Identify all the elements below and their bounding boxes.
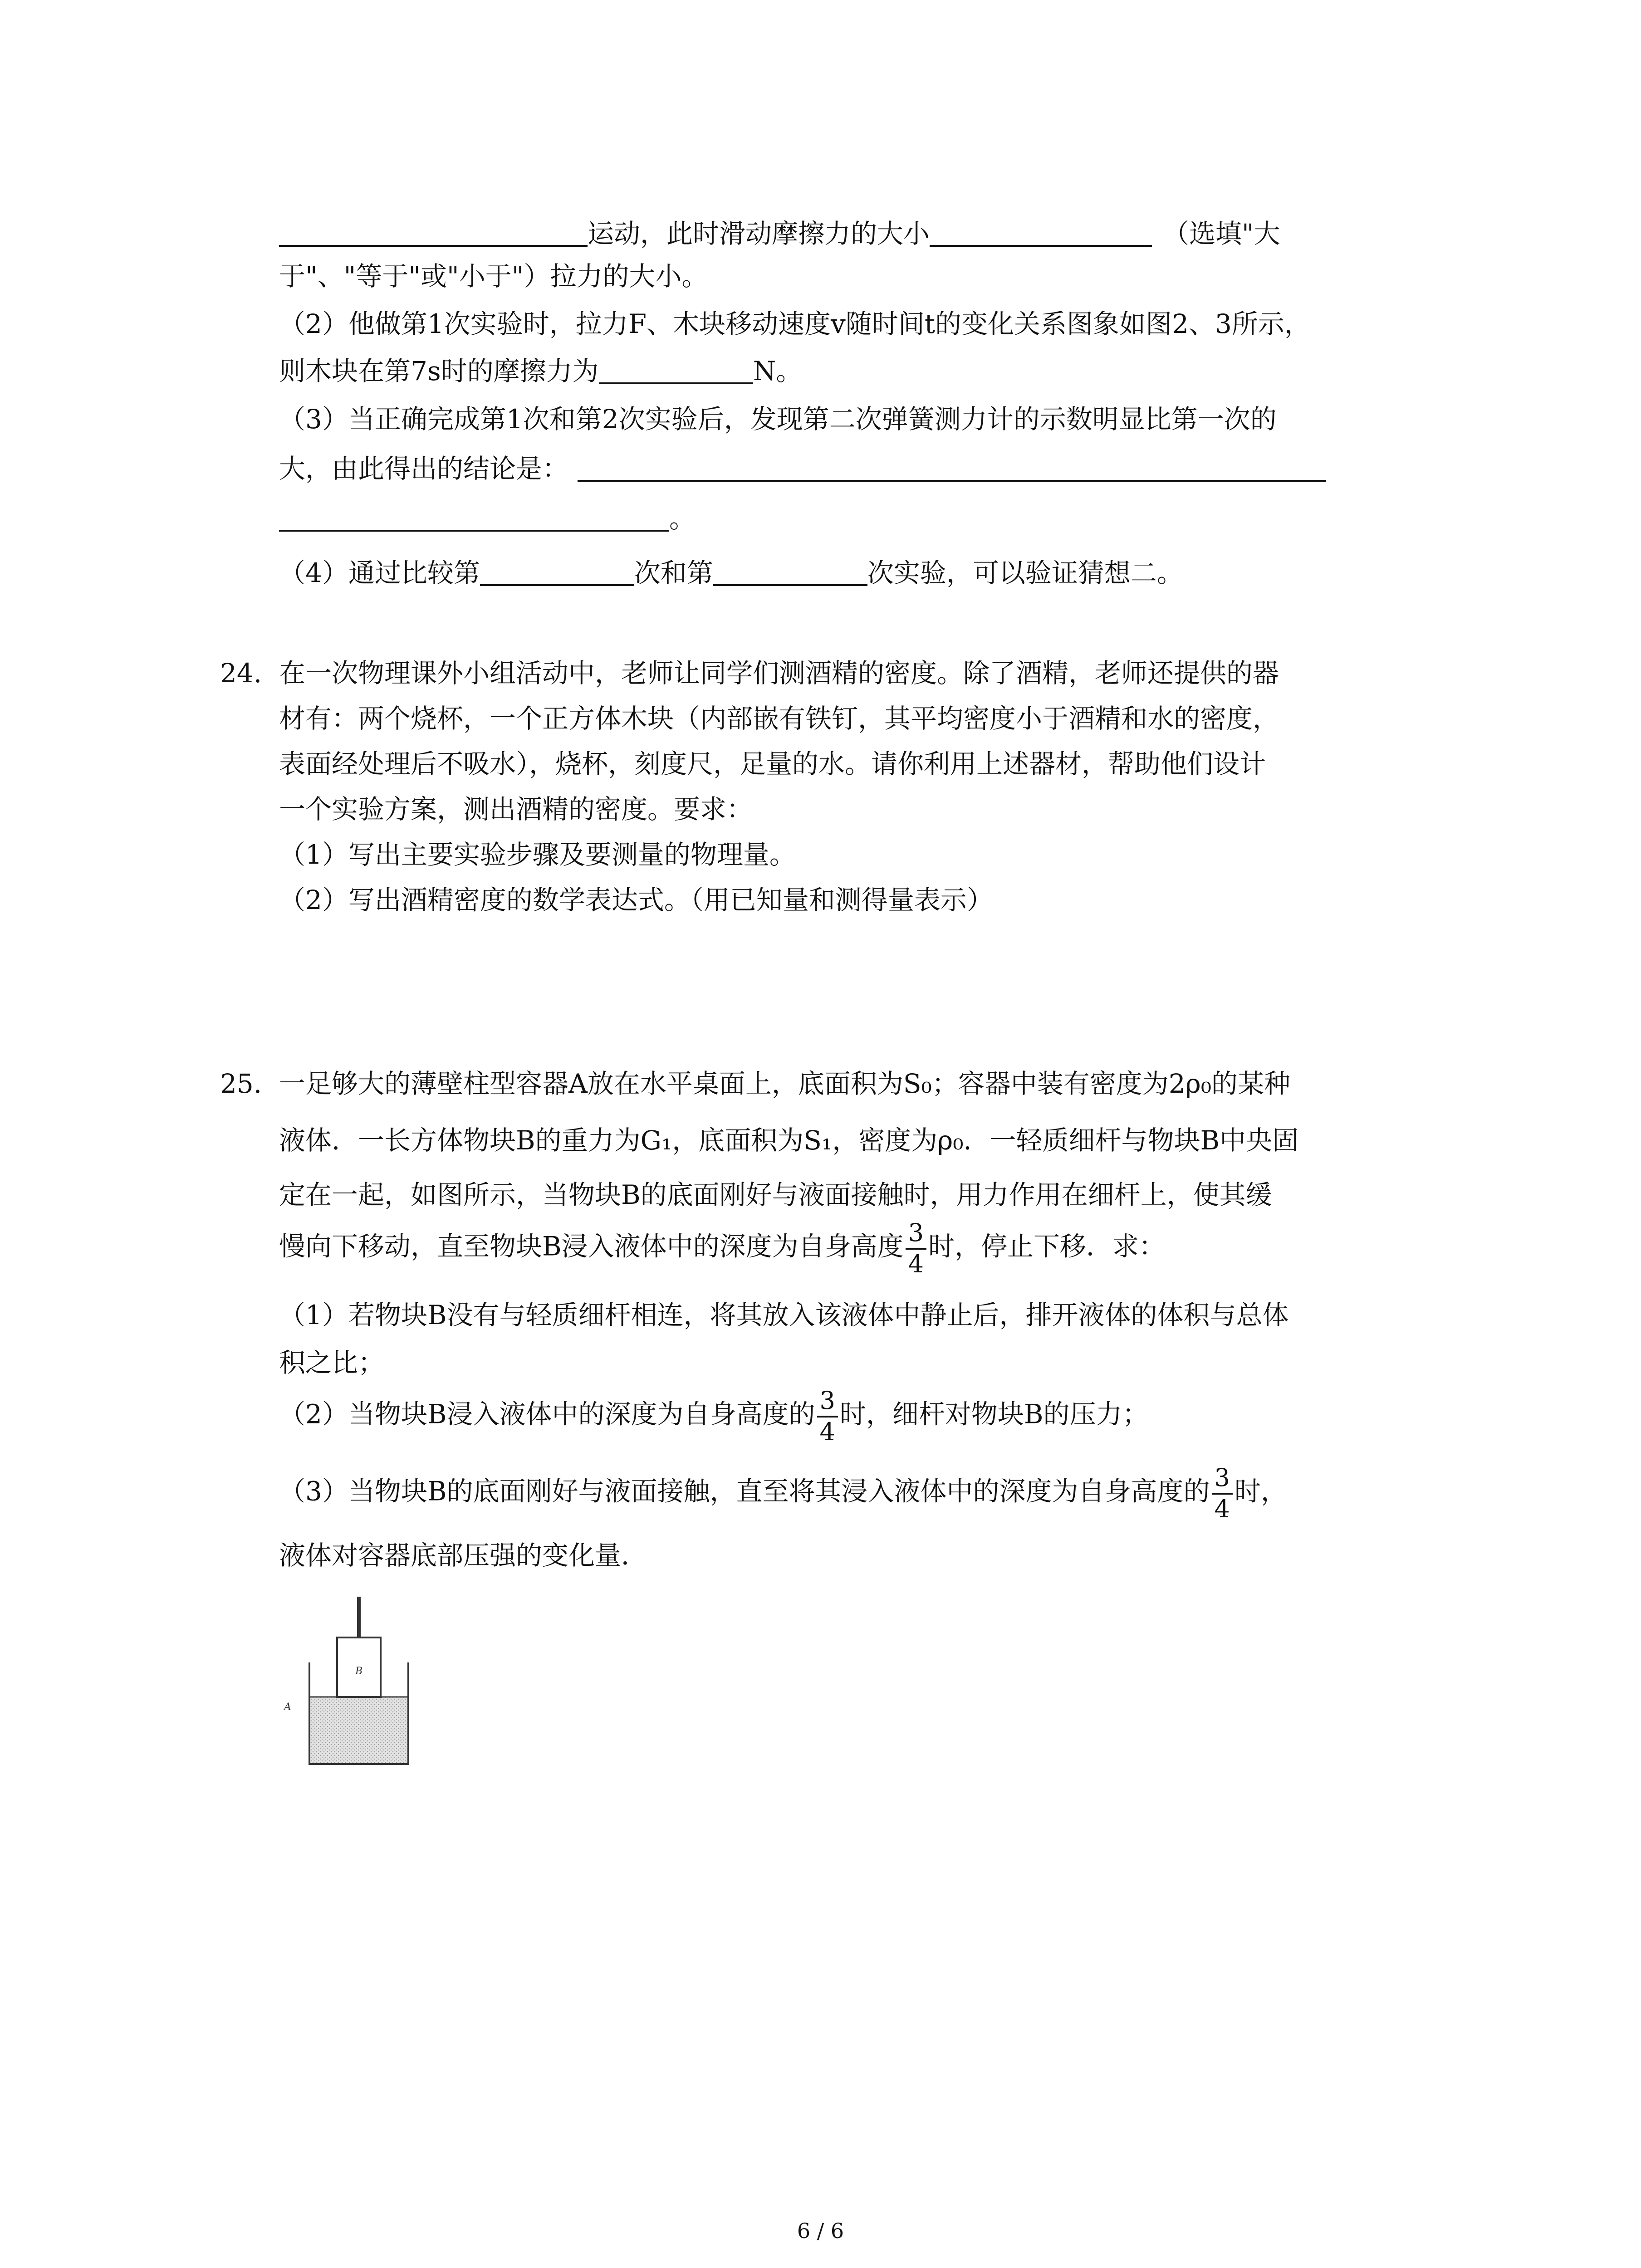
answer-blank[interactable] <box>713 558 867 586</box>
q24-sub1: （1）写出主要实验步骤及要测量的物理量。 <box>279 839 796 870</box>
q25-sub1-line1: （1）若物块B没有与轻质细杆相连，将其放入该液体中静止后，排开液体的体积与总体 <box>279 1300 1289 1330</box>
q24-line1: 24. 在一次物理课外小组活动中，老师让同学们测酒精的密度。除了酒精，老师还提供的器 <box>220 658 1279 689</box>
q23-part4: （4）通过比较第 次和第 次实验，可以验证猜想二。 <box>279 557 1183 588</box>
fraction: $\frac{3}{4}$ <box>906 1220 926 1277</box>
q24-line4: 一个实验方案，测出酒精的密度。要求： <box>279 794 753 825</box>
answer-blank[interactable] <box>279 219 588 247</box>
q24-line3: 表面经处理后不吸水），烧杯，刻度尺，足量的水。请你利用上述器材，帮助他们设计 <box>279 748 1266 779</box>
question-number: 24. <box>220 658 262 689</box>
q24-line2: 材有：两个烧杯，一个正方体木块（内部嵌有铁钉，其平均密度小于酒精和水的密度， <box>279 703 1279 734</box>
answer-blank[interactable] <box>279 503 669 532</box>
q23-part2-line1: （2）他做第1次实验时，拉力F、木块移动速度v随时间t的变化关系图象如图2、3所示， <box>279 308 1311 339</box>
label-a: A <box>284 1701 291 1713</box>
answer-blank[interactable] <box>930 219 1152 247</box>
q24-sub2: （2）写出酒精密度的数学表达式。（用已知量和测得量表示） <box>279 885 993 915</box>
q25-line2: 液体．一长方体物块B的重力为G₁，底面积为S₁，密度为ρ₀．一轻质细杆与物块B中央固 <box>279 1125 1299 1156</box>
question-number: 25. <box>220 1068 262 1099</box>
q25-sub3: （3）当物块B的底面刚好与液面接触，直至将其浸入液体中的深度为自身高度的 $\frac{3}{4}$ 时， <box>279 1463 1287 1523</box>
q25-sub3-line2: 液体对容器底部压强的变化量． <box>279 1540 648 1571</box>
q23-line2: 于"、"等于"或"小于"）拉力的大小。 <box>279 261 708 292</box>
q25-sub1-line2: 积之比； <box>279 1347 385 1378</box>
q23-part3-line1: （3）当正确完成第1次和第2次实验后，发现第二次弹簧测力计的示数明显比第一次的 <box>279 404 1277 435</box>
q23-line1: 运动，此时滑动摩擦力的大小 （选填"大 <box>279 219 1280 247</box>
answer-blank[interactable] <box>599 356 753 384</box>
page-number: 6 / 6 <box>797 2219 844 2243</box>
liquid <box>309 1697 408 1764</box>
answer-blank[interactable] <box>578 454 1326 482</box>
fraction: $\frac{3}{4}$ <box>1212 1465 1233 1522</box>
q23-part3-line3: 。 <box>279 503 696 532</box>
q25-line4: 慢向下移动，直至物块B浸入液体中的深度为自身高度 $\frac{3}{4}$ 时，停止下移．求： <box>279 1218 1165 1278</box>
q25-line3: 定在一起，如图所示，当物块B的底面刚好与液面接触时，用力作用在细杆上，使其缓 <box>279 1179 1272 1210</box>
container-figure <box>272 1588 463 1778</box>
q23-part2-line2: 则木块在第7s时的摩擦力为 N。 <box>279 356 803 386</box>
q25-sub2: （2）当物块B浸入液体中的深度为自身高度的 $\frac{3}{4}$ 时，细杆对物块B的压力； <box>279 1386 1149 1446</box>
q23-part3-line2: 大，由此得出的结论是： <box>279 454 1326 482</box>
q25-line1: 25. 一足够大的薄壁柱型容器A放在水平桌面上，底面积为S₀；容器中装有密度为2ρ₀的某种 <box>220 1068 1291 1099</box>
fraction: $\frac{3}{4}$ <box>817 1388 838 1445</box>
answer-blank[interactable] <box>480 558 634 586</box>
label-b: B <box>355 1666 363 1677</box>
